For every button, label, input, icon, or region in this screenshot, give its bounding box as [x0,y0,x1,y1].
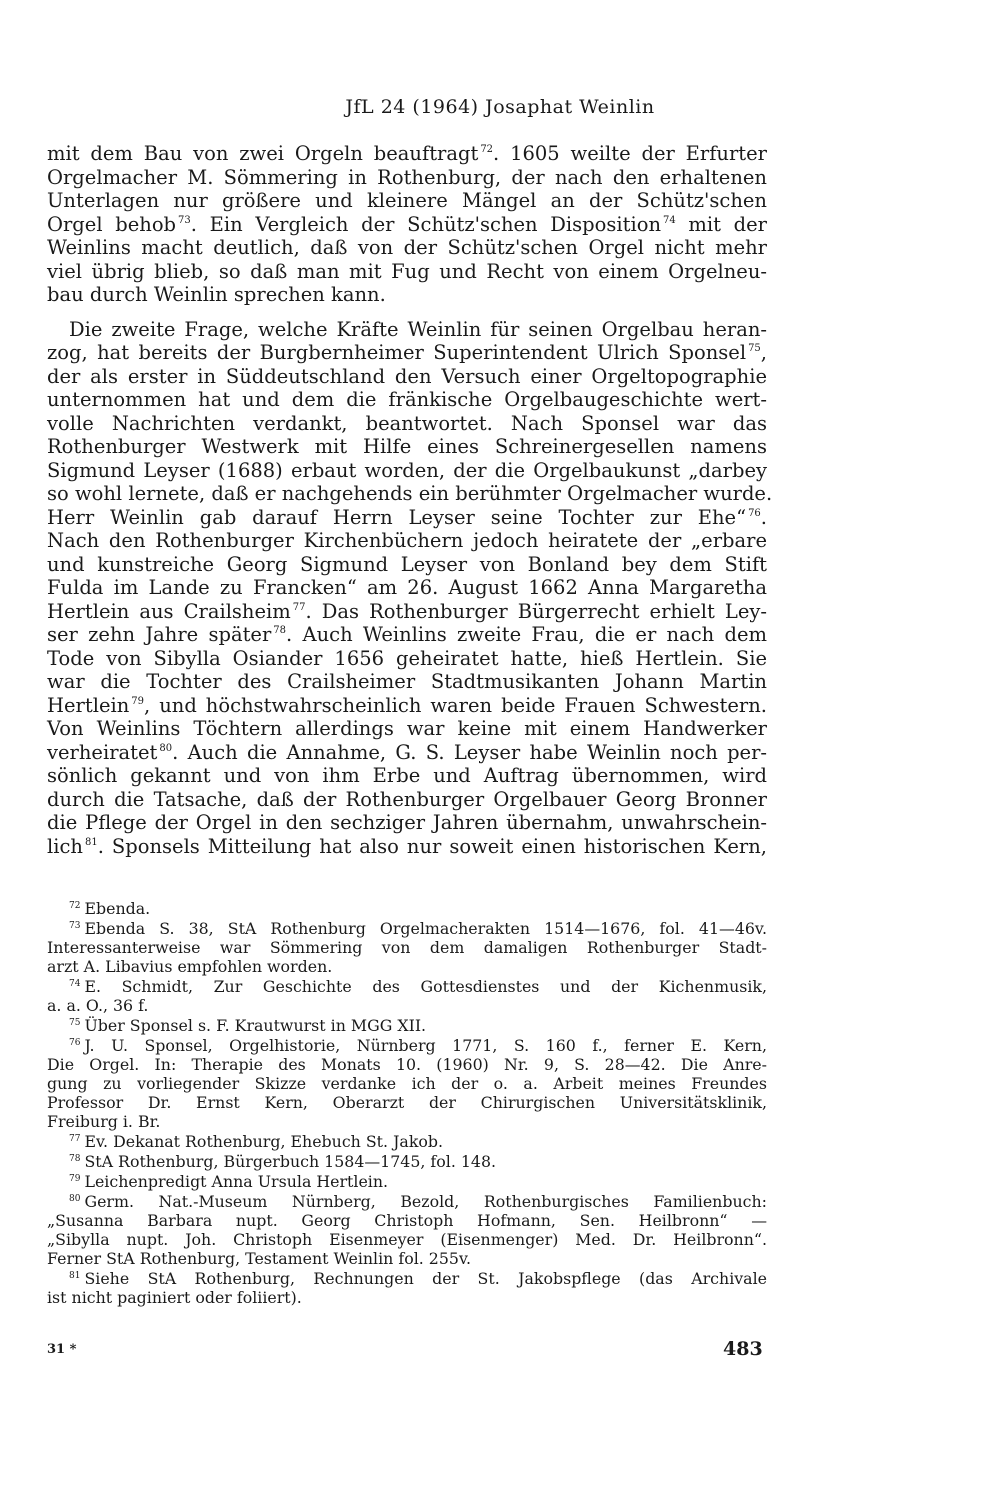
text-line: Hertlein aus Crailsheim $^{77}$. Das Rothenburger Bürgerrecht erhielt Ley- [47,599,767,623]
footnote-ref[interactable]: 77 [292,601,306,613]
footnote-line: „Susanna Barbara nupt. Georg Christoph Hofmann, Sen. Heilbronn“ — [47,1211,767,1230]
footnote [47,1152,767,1171]
footnote [47,1192,767,1268]
footnote-line: $^{80}$ Germ. Nat.-Museum Nürnberg, Bezold, Rothenburgisches Familienbuch: [69,1192,767,1211]
footnote-ref[interactable]: 75 [748,343,761,354]
text-line: Orgelmacher M. Sömmering in Rothenburg, der nach den erhaltenen [47,165,767,189]
footnote-line: $^{77}$ Ev. Dekanat Rothenburg, Ehebuch St. Jakob. [69,1132,444,1151]
text-line: sönlich gekannt und von ihm Erbe und Auftrag übernommen, wird [47,764,767,787]
footnote-number: 75 [69,1018,81,1028]
footnote [47,899,767,918]
footnote [47,1269,767,1307]
footnote-line: „Sibylla nupt. Joh. Christoph Eisenmeyer (Eisenmenger) Med. Dr. Heilbronn“. [47,1230,767,1249]
footnote-line: $^{73}$ Ebenda S. 38, StA Rothenburg Orgelmacherakten 1514—1676, fol. 41—46v. [69,919,767,938]
text-line: verheiratet $^{80}$. Auch die Annahme, G. S. Leyser habe Weinlin noch per- [47,740,767,764]
footnote-line: $^{75}$ Über Sponsel s. F. Krautwurst in MGG XII. [69,1016,427,1035]
footnote-ref[interactable]: 81 [84,836,98,848]
footnote-line: Ferner StA Rothenburg, Testament Weinlin fol. 255v. [47,1249,472,1268]
footnote-line: $^{76}$ J. U. Sponsel, Orgelhistorie, Nürnberg 1771, S. 160 f., ferner E. Kern, [69,1036,767,1055]
text-line: zog, hat bereits der Burgbernheimer Superintendent Ulrich Sponsel $^{75}$, [47,341,767,364]
text-line: volle Nachrichten verdankt, beantwortet. Nach Sponsel war das [47,411,767,435]
footnote-line: Die Orgel. In: Therapie des Monats 10. (1960) Nr. 9, S. 28—42. Die Anre- [47,1055,767,1074]
footnote [47,1172,767,1191]
text-line: war die Tochter des Crailsheimer Stadtmusikanten Johann Martin [47,670,767,693]
footnote [47,1036,767,1131]
footnote-number: 72 [69,901,81,911]
text-line: die Pflege der Orgel in den sechziger Jahren übernahm, unwahrschein- [47,811,767,834]
text-line: viel übrig blieb, so daß man mit Fug und Recht von einem Orgelneu- [47,259,767,283]
footnote-line: a. a. O., 36 f. [47,996,149,1015]
footnote [47,1132,767,1151]
footnote-number: 76 [69,1038,81,1048]
footnote-number: 74 [69,979,81,989]
text-line: Unterlagen nur größere und kleinere Mängel an der Schütz'schen [47,189,767,212]
footnotes [47,899,767,1308]
footnote-line: $^{79}$ Leichenpredigt Anna Ursula Hertlein. [69,1172,389,1191]
text-line: Die zweite Frage, welche Kräfte Weinlin für seinen Orgelbau heran- [69,317,767,341]
text-line: Sigmund Leyser (1688) erbaut worden, der die Orgelbaukunst „darbey [47,458,767,482]
footnote [47,1016,767,1035]
text-line: lich $^{81}$. Sponsels Mitteilung hat also nur soweit einen historischen Kern, [47,834,767,858]
footnote-ref[interactable]: 80 [159,742,173,754]
signature-mark: 31 * [47,1342,77,1357]
text-line: Weinlins macht deutlich, daß von der Schütz'schen Orgel nicht mehr [47,236,767,259]
text-line: bau durch Weinlin sprechen kann. [47,283,386,306]
footnote-ref[interactable]: 79 [131,695,145,707]
footnote-ref[interactable]: 78 [273,625,287,636]
footnote-line: Interessanterweise war Sömmering von dem damaligen Rothenburger Stadt- [47,938,767,957]
footnote-line: Professor Dr. Ernst Kern, Oberarzt der Chirurgischen Universitätsklinik, [47,1093,767,1112]
text-line: so wohl lernete, daß er nachgehends ein berühmter Orgelmacher wurde. [47,482,773,505]
footnote-number: 80 [69,1194,81,1204]
page-number: 483 [723,1338,763,1360]
footnote-line: $^{72}$ Ebenda. [69,899,151,918]
footnote-ref[interactable]: 72 [480,144,494,155]
body-text [47,142,773,858]
footnote-line: arzt A. Libavius empfohlen worden. [47,957,333,976]
running-head: JfL 24 (1964) Josaphat Weinlin [345,96,655,118]
footnote [47,977,767,1015]
footnote-ref[interactable]: 73 [178,214,191,226]
text-line: mit dem Bau von zwei Orgeln beauftragt $^{72}$. 1605 weilte der Erfurter [47,142,767,165]
text-line: Hertlein $^{79}$, und höchstwahrscheinlich waren beide Frauen Schwestern. [47,693,767,717]
footnote-line: $^{78}$ StA Rothenburg, Bürgerbuch 1584—1745, fol. 148. [69,1152,497,1171]
footnote-number: 79 [69,1174,81,1184]
text-line: Von Weinlins Töchtern allerdings war keine mit einem Handwerker [47,717,767,740]
footnote-ref[interactable]: 74 [663,214,676,226]
footnote [47,919,767,976]
footnote-number: 73 [69,921,81,931]
text-line: der als erster in Süddeutschland den Versuch einer Orgeltopographie [47,364,767,388]
text-line: Rothenburger Westwerk mit Hilfe eines Schreinergesellen namens [47,435,767,458]
footnote-number: 81 [69,1271,81,1281]
text-line: Orgel behob $^{73}$. Ein Vergleich der Schütz'schen Disposition $^{74}$ mit der [47,212,767,236]
text-line: Herr Weinlin gab darauf Herrn Leyser seine Tochter zur Ehe“ $^{76}$. [47,505,767,529]
footnote-number: 77 [69,1134,81,1144]
footnote-line: Freiburg i. Br. [47,1112,161,1131]
text-line: Tode von Sibylla Osiander 1656 geheiratet hatte, hieß Hertlein. Sie [47,646,767,670]
footnote-line: ist nicht paginiert oder foliiert). [47,1288,302,1307]
text-line: Fulda im Lande zu Francken“ am 26. August 1662 Anna Margaretha [47,576,767,599]
text-line: unternommen hat und dem die fränkische Orgelbaugeschichte wert- [47,388,767,411]
footnote-number: 78 [69,1154,81,1164]
footnote-line: $^{74}$ E. Schmidt, Zur Geschichte des Gottesdienstes und der Kichenmusik, [69,977,767,996]
text-line: Nach den Rothenburger Kirchenbüchern jedoch heiratete der „erbare [47,529,767,552]
text-line: durch die Tatsache, daß der Rothenburger Orgelbauer Georg Bronner [47,787,767,811]
text-line: und kunstreiche Georg Sigmund Leyser von Bonland bey dem Stift [47,552,767,576]
footnote-line: gung zu vorliegender Skizze verdanke ich der o. a. Arbeit meines Freundes [47,1074,767,1093]
footnote-line: $^{81}$ Siehe StA Rothenburg, Rechnungen der St. Jakobspflege (das Archivale [69,1269,767,1288]
footnote-ref[interactable]: 76 [748,507,761,519]
text-line: ser zehn Jahre später $^{78}$. Auch Weinlins zweite Frau, die er nach dem [47,623,767,646]
